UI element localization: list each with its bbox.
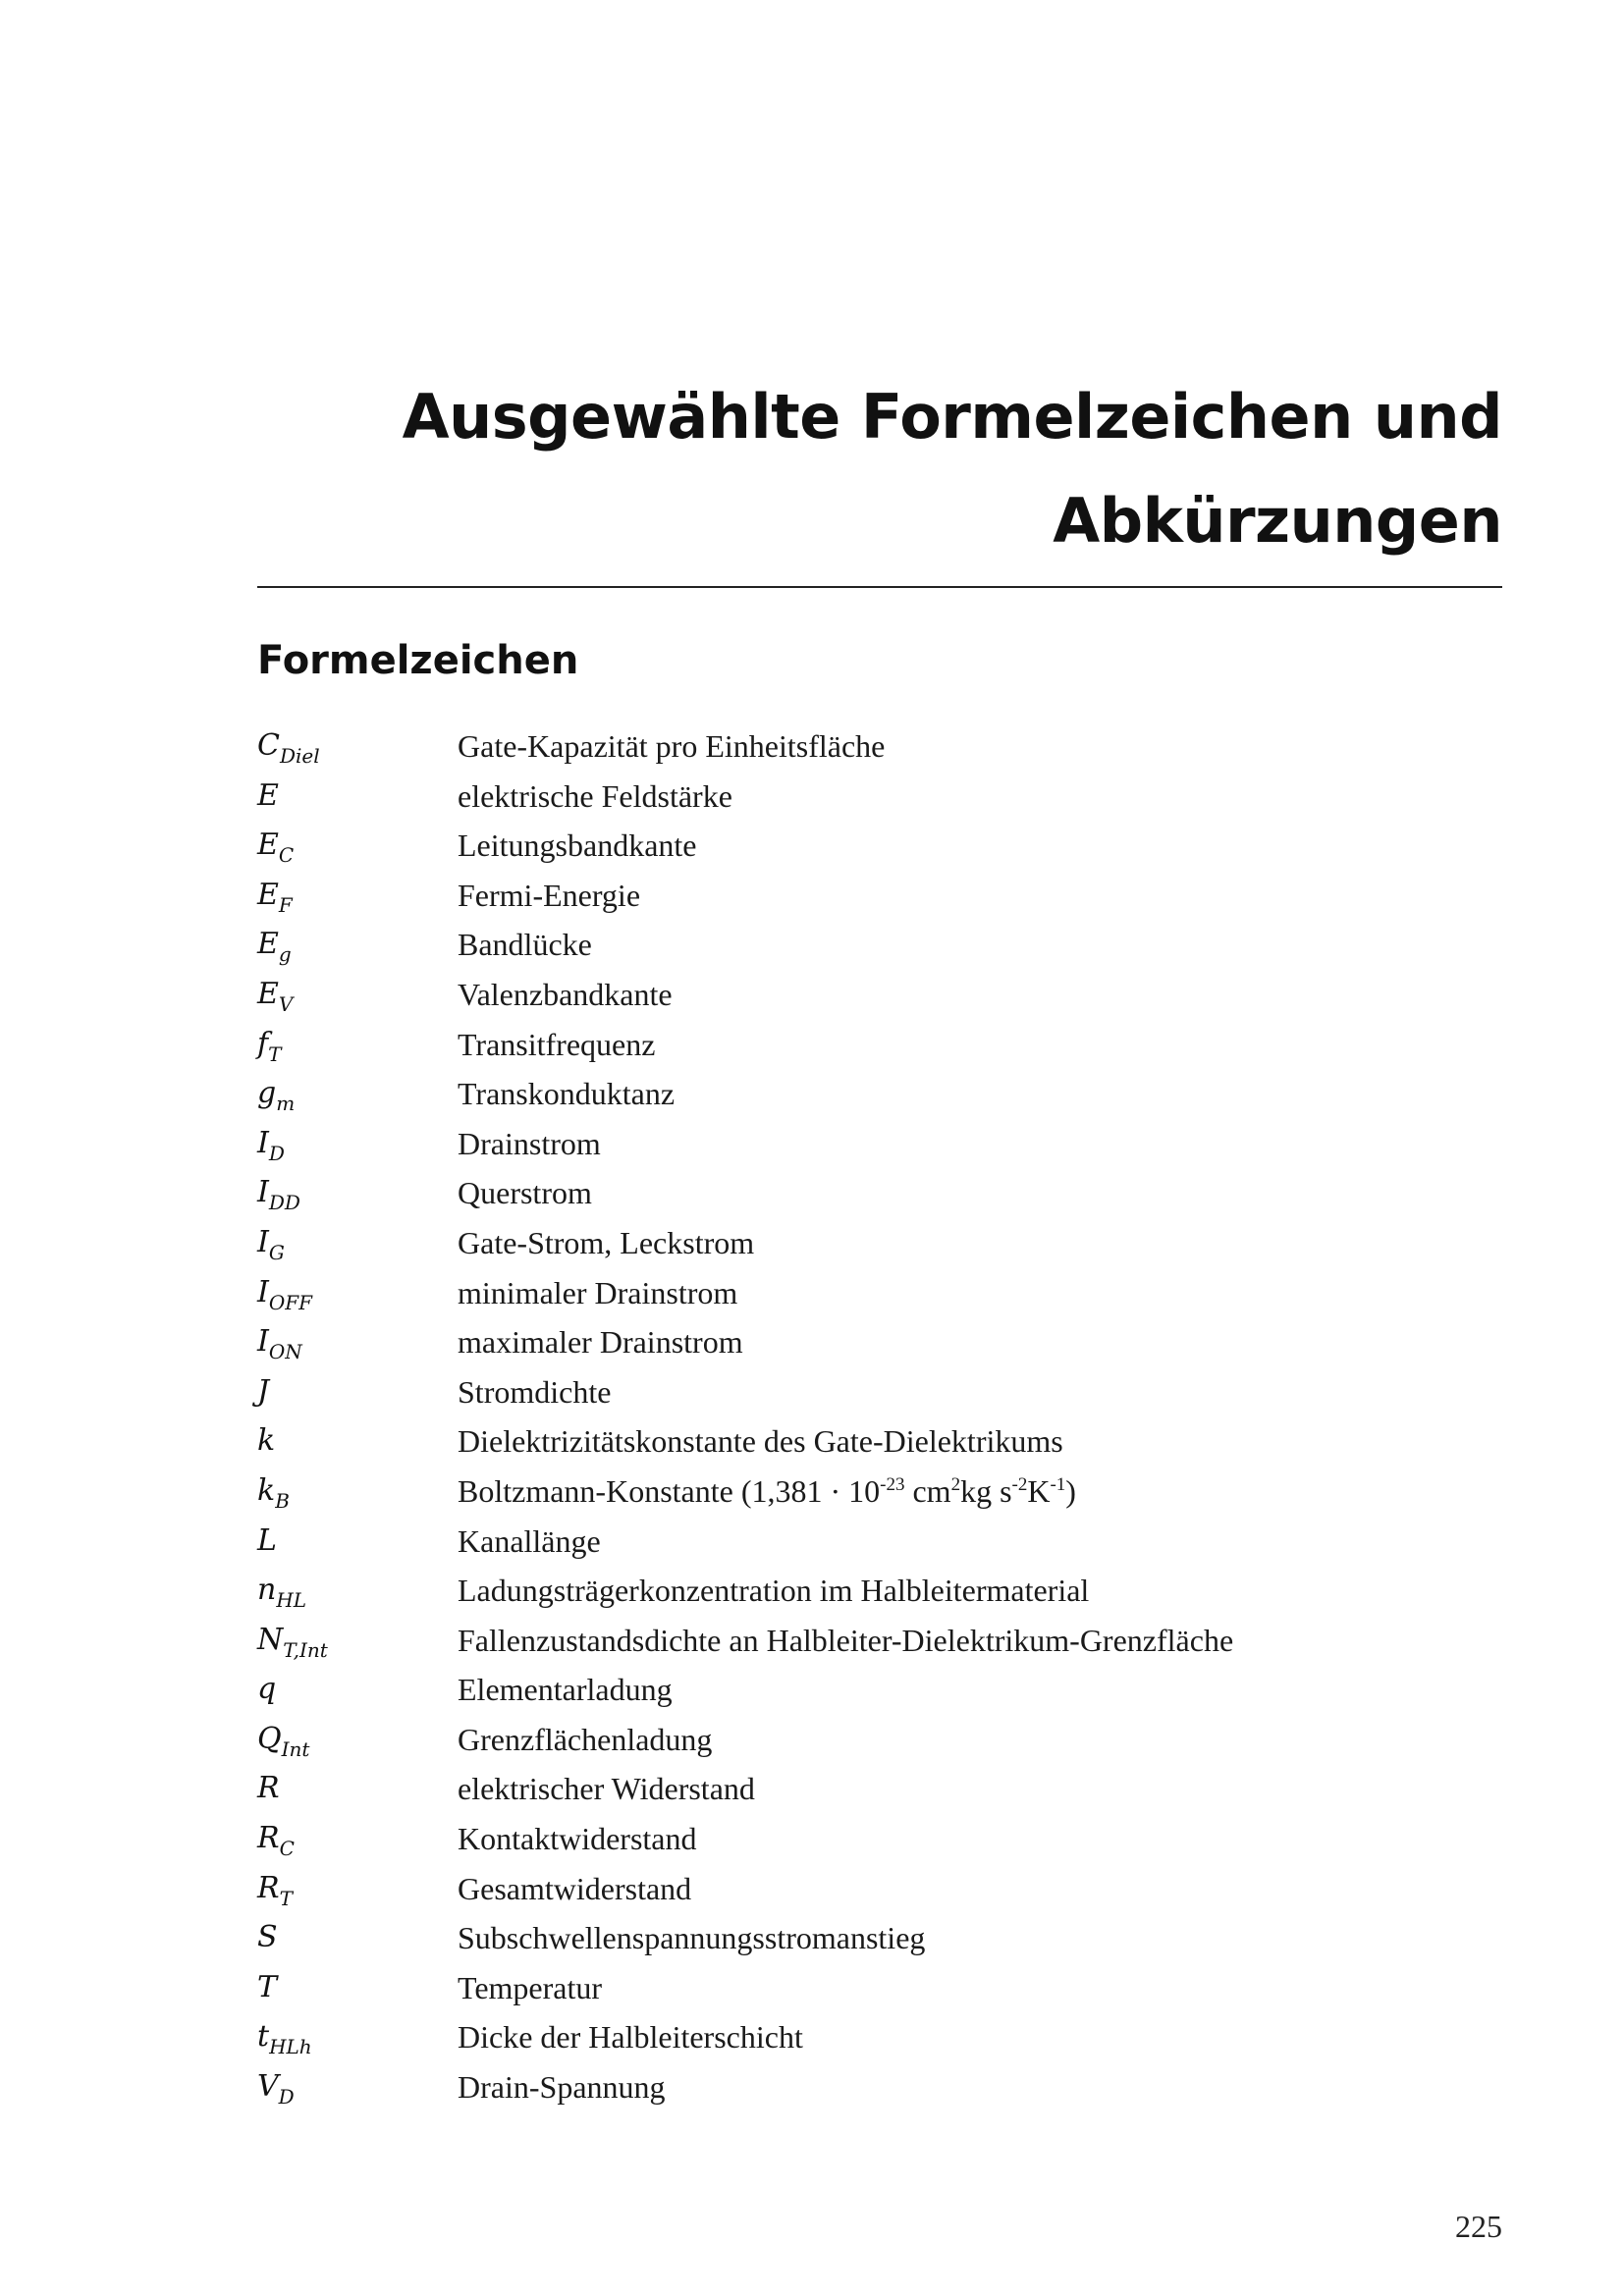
symbol-description: Dielektrizitätskonstante des Gate-Dielektrikums bbox=[458, 1423, 1063, 1460]
symbol-description: Temperatur bbox=[458, 1969, 603, 2005]
symbol-main: T bbox=[257, 1969, 278, 2004]
symbol-description: Stromdichte bbox=[458, 1373, 612, 1410]
symbol-subscript: OFF bbox=[268, 1290, 313, 1314]
formula-symbol bbox=[257, 1914, 444, 1961]
chapter-title-line-2: Abkürzungen bbox=[1053, 485, 1502, 557]
symbol-main: k bbox=[257, 1423, 276, 1459]
symbol-main: C bbox=[257, 728, 280, 763]
symbol-subscript: m bbox=[276, 1092, 296, 1116]
symbol-description: Gate-Strom, Leckstrom bbox=[458, 1224, 755, 1260]
symbol-main: N bbox=[257, 1622, 284, 1657]
symbol-main: I bbox=[257, 1175, 269, 1210]
list-item bbox=[257, 722, 1502, 773]
list-item bbox=[257, 1021, 1502, 1071]
symbol-subscript: HL bbox=[276, 1588, 307, 1613]
description-superscript: -23 bbox=[880, 1473, 905, 1495]
formula-symbol bbox=[257, 921, 444, 968]
symbol-subscript: g bbox=[278, 942, 292, 967]
symbol-main: E bbox=[257, 777, 279, 813]
formula-symbol bbox=[257, 1468, 444, 1515]
list-item bbox=[257, 1120, 1502, 1170]
symbol-description: Transitfrequenz bbox=[458, 1026, 656, 1062]
list-item bbox=[257, 872, 1502, 922]
symbol-main: n bbox=[257, 1573, 277, 1608]
formula-symbol bbox=[257, 1219, 444, 1266]
list-item bbox=[257, 1815, 1502, 1865]
symbol-description: Bandlücke bbox=[458, 927, 592, 963]
formula-symbol bbox=[257, 1617, 444, 1664]
title-divider bbox=[257, 586, 1502, 588]
symbol-description: Leitungsbandkante bbox=[458, 828, 697, 864]
list-item bbox=[257, 2013, 1502, 2063]
formula-symbol bbox=[257, 1716, 444, 1763]
symbol-subscript: T,Int bbox=[283, 1637, 328, 1662]
symbol-description: Valenzbandkante bbox=[458, 976, 673, 1012]
list-item bbox=[257, 1865, 1502, 1915]
formula-symbol bbox=[257, 1120, 444, 1167]
description-text: ) bbox=[1065, 1472, 1076, 1509]
formula-symbol bbox=[257, 722, 444, 770]
list-item bbox=[257, 1468, 1502, 1518]
page-number: 225 bbox=[1455, 2209, 1502, 2244]
description-text: kg s bbox=[960, 1472, 1012, 1509]
list-item bbox=[257, 1318, 1502, 1368]
symbol-description: Kanallänge bbox=[458, 1522, 601, 1559]
list-item bbox=[257, 1964, 1502, 2014]
symbol-description bbox=[458, 1468, 1076, 1515]
formula-symbol bbox=[257, 1169, 444, 1216]
description-text: Boltzmann-Konstante (1,381 · 10 bbox=[458, 1472, 881, 1509]
symbol-main: E bbox=[257, 877, 279, 912]
list-item bbox=[257, 1716, 1502, 1766]
formula-symbol bbox=[257, 1518, 444, 1565]
symbol-main: E bbox=[257, 828, 279, 863]
symbol-main: I bbox=[257, 1125, 269, 1160]
formula-symbol bbox=[257, 1417, 444, 1465]
list-item bbox=[257, 1914, 1502, 1964]
symbol-subscript: T bbox=[268, 1041, 282, 1066]
symbol-description: Transkonduktanz bbox=[458, 1076, 676, 1112]
chapter-title bbox=[255, 365, 1502, 573]
list-item bbox=[257, 1765, 1502, 1815]
symbol-description: Elementarladung bbox=[458, 1672, 673, 1708]
symbol-main: E bbox=[257, 976, 279, 1011]
list-item bbox=[257, 1518, 1502, 1568]
symbol-description: Dicke der Halbleiterschicht bbox=[458, 2019, 803, 2056]
symbol-subscript: DD bbox=[268, 1191, 300, 1215]
symbol-subscript: B bbox=[275, 1488, 290, 1513]
list-item bbox=[257, 1417, 1502, 1468]
formula-symbol bbox=[257, 1070, 444, 1117]
symbol-description: Ladungsträgerkonzentration im Halbleitermaterial bbox=[458, 1573, 1090, 1609]
symbol-description: Gesamtwiderstand bbox=[458, 1870, 692, 1906]
formula-symbol bbox=[257, 2013, 444, 2060]
symbol-subscript: F bbox=[278, 892, 293, 917]
symbol-description: maximaler Drainstrom bbox=[458, 1324, 743, 1361]
formula-symbol bbox=[257, 1368, 444, 1415]
symbol-main: S bbox=[257, 1920, 278, 1955]
list-item bbox=[257, 2063, 1502, 2113]
symbol-subscript: HLh bbox=[269, 2035, 312, 2059]
symbol-subscript: D bbox=[278, 2085, 295, 2109]
formula-symbol bbox=[257, 2063, 444, 2110]
symbol-subscript: C bbox=[279, 1837, 295, 1861]
symbol-description: Kontaktwiderstand bbox=[458, 1821, 697, 1857]
chapter-title-line-1: Ausgewählte Formelzeichen und bbox=[402, 381, 1502, 453]
symbol-main: R bbox=[257, 1771, 280, 1806]
formula-symbol bbox=[257, 1567, 444, 1614]
symbol-main: I bbox=[257, 1324, 269, 1360]
list-item bbox=[257, 1269, 1502, 1319]
formula-symbol bbox=[257, 773, 444, 820]
symbol-main: Q bbox=[257, 1721, 282, 1756]
list-item bbox=[257, 1219, 1502, 1269]
list-item bbox=[257, 1666, 1502, 1716]
symbol-description: Subschwellenspannungsstromanstieg bbox=[458, 1920, 926, 1956]
symbol-list bbox=[257, 722, 1502, 2113]
symbol-subscript: V bbox=[278, 991, 294, 1016]
symbol-description: elektrischer Widerstand bbox=[458, 1771, 755, 1807]
symbol-description: Drain-Spannung bbox=[458, 2069, 666, 2106]
symbol-main: L bbox=[257, 1522, 277, 1558]
list-item bbox=[257, 1567, 1502, 1617]
list-item bbox=[257, 921, 1502, 971]
formula-symbol bbox=[257, 1815, 444, 1862]
symbol-subscript: Diel bbox=[279, 744, 320, 768]
description-superscript: -2 bbox=[1011, 1473, 1028, 1495]
formula-symbol bbox=[257, 1964, 444, 2011]
list-item bbox=[257, 971, 1502, 1021]
formula-symbol bbox=[257, 1021, 444, 1068]
formula-symbol bbox=[257, 1765, 444, 1812]
description-text: cm bbox=[904, 1472, 951, 1509]
symbol-description: Fallenzustandsdichte an Halbleiter-Dielektrikum-Grenzfläche bbox=[458, 1622, 1234, 1658]
formula-symbol bbox=[257, 872, 444, 919]
list-item bbox=[257, 822, 1502, 872]
symbol-main: V bbox=[257, 2069, 279, 2105]
formula-symbol bbox=[257, 971, 444, 1018]
symbol-description: minimaler Drainstrom bbox=[458, 1274, 738, 1310]
symbol-main: J bbox=[257, 1373, 270, 1409]
symbol-main: q bbox=[257, 1672, 277, 1707]
symbol-main: g bbox=[257, 1076, 277, 1111]
list-item bbox=[257, 1368, 1502, 1418]
symbol-main: f bbox=[257, 1026, 269, 1061]
formula-symbol bbox=[257, 1666, 444, 1713]
symbol-subscript: Int bbox=[281, 1736, 310, 1761]
description-text: K bbox=[1027, 1472, 1051, 1509]
symbol-main: k bbox=[257, 1472, 276, 1508]
symbol-main: t bbox=[257, 2019, 270, 2055]
formula-symbol bbox=[257, 1318, 444, 1365]
symbol-description: Querstrom bbox=[458, 1175, 592, 1211]
symbol-main: I bbox=[257, 1274, 269, 1309]
list-item bbox=[257, 1169, 1502, 1219]
symbol-subscript: G bbox=[268, 1240, 285, 1264]
symbol-subscript: D bbox=[268, 1141, 285, 1165]
symbol-subscript: C bbox=[278, 843, 295, 868]
symbol-description: Grenzflächenladung bbox=[458, 1721, 713, 1757]
description-superscript: 2 bbox=[950, 1473, 961, 1495]
symbol-main: I bbox=[257, 1224, 269, 1259]
list-item bbox=[257, 1617, 1502, 1667]
formula-symbol bbox=[257, 822, 444, 869]
symbol-subscript: ON bbox=[268, 1340, 302, 1364]
symbol-main: R bbox=[257, 1870, 280, 1905]
symbol-subscript: T bbox=[279, 1886, 293, 1910]
formula-symbol bbox=[257, 1269, 444, 1316]
symbol-main: E bbox=[257, 927, 279, 962]
section-heading: Formelzeichen bbox=[257, 638, 579, 683]
symbol-main: R bbox=[257, 1821, 280, 1856]
symbol-description: Drainstrom bbox=[458, 1125, 601, 1161]
description-superscript: -1 bbox=[1050, 1473, 1066, 1495]
formula-symbol bbox=[257, 1865, 444, 1912]
list-item bbox=[257, 773, 1502, 823]
list-item bbox=[257, 1070, 1502, 1120]
symbol-description: Fermi-Energie bbox=[458, 877, 641, 913]
symbol-description: elektrische Feldstärke bbox=[458, 777, 732, 814]
symbol-description: Gate-Kapazität pro Einheitsfläche bbox=[458, 728, 886, 764]
